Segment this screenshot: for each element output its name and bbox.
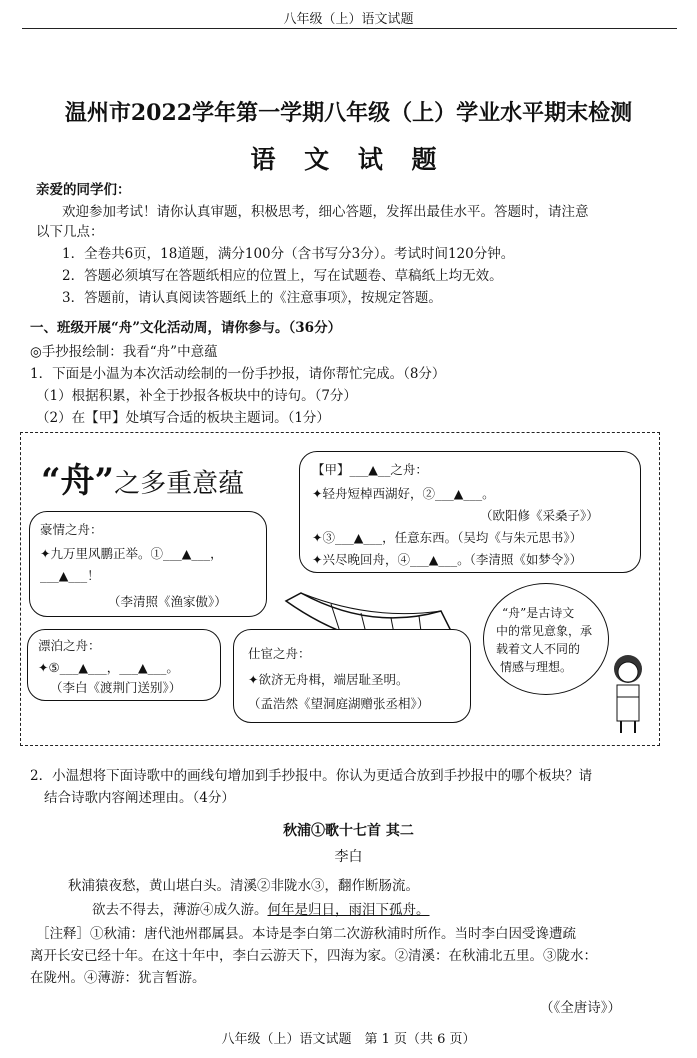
piaobo-source: （李白《渡荆门送别》） <box>50 680 182 695</box>
shihuan-bubble <box>233 629 471 723</box>
page-subtitle: 语 文 试 题 <box>250 145 447 174</box>
poem-underlined-line: 何年是归日，雨泪下孤舟。 <box>267 902 430 918</box>
speech-line: “舟”是古诗文 <box>502 606 575 620</box>
girl-figure-icon <box>603 647 653 737</box>
jia-source: （欧阳修《采桑子》） <box>480 508 599 523</box>
greeting: 亲爱的同学们： <box>36 182 131 198</box>
intro-line: 欢迎参加考试！请你认真审题，积极思考，细心答题，发挥出最佳水平。答题时，请注意 <box>62 204 589 220</box>
shihuan-heading: 仕宦之舟： <box>248 646 311 661</box>
question-2-cont: 结合诗歌内容阐述理由。（4分） <box>44 790 235 806</box>
jia-heading: 【甲】___▲__之舟： <box>312 462 428 477</box>
page-title: 温州市2022学年第一学期八年级（上）学业水平期末检测 <box>64 100 633 126</box>
poem-source: （《全唐诗》） <box>540 1000 621 1016</box>
piaobo-line: ✦⑤___▲___，___▲___。 <box>38 660 179 675</box>
poem-author: 李白 <box>334 849 363 865</box>
poem-title: 秋浦①歌十七首 其二 <box>283 823 414 839</box>
jia-line: ✦兴尽晚回舟，④___▲___。（李清照《如梦令》） <box>312 552 583 567</box>
page-footer: 八年级（上）语文试题 第 1 页（共 6 页） <box>221 1032 476 1047</box>
poem-note: 在陇州。④薄游：犹言暂游。 <box>30 970 206 986</box>
jia-line: ✦③___▲___，任意东西。（吴均《与朱元思书》） <box>312 530 583 545</box>
question-1-part-1: （1）根据积累，补全于抄报各板块中的诗句。（7分） <box>36 388 357 404</box>
poem-note: ［注释］①秋浦：唐代池州郡属县。本诗是李白第二次游秋浦时所作。当时李白因受谗遭疏 <box>36 926 576 942</box>
haoqing-bubble <box>29 511 267 617</box>
question-1-part-2: （2）在【甲】处填写合适的板块主题词。（1分） <box>36 410 330 426</box>
jia-bubble <box>299 451 641 573</box>
instruction-item: 1．全卷共6页，18道题，满分100分（含书写分3分）。考试时间120分钟。 <box>62 246 515 262</box>
speech-line: 载着文人不同的 <box>496 642 581 656</box>
poem-note: 离开长安已经十年。在这十年中，李白云游天下，四海为家。②清溪：在秋浦北五里。③陇水： <box>30 948 597 964</box>
shihuan-line: ✦欲济无舟楫，端居耻圣明。 <box>248 672 409 687</box>
question-1: 1．下面是小温为本次活动绘制的一份手抄报，请你帮忙完成。（8分） <box>30 366 446 382</box>
haoqing-source: （李清照《渔家傲》） <box>108 594 227 609</box>
haoqing-line: ✦九万里风鹏正举。①___▲___， <box>40 546 223 561</box>
poster <box>20 432 660 746</box>
piaobo-bubble <box>27 629 221 701</box>
haoqing-line: ___▲___！ <box>40 568 100 583</box>
instruction-item: 3．答题前，请认真阅读答题纸上的《注意事项》，按规定答题。 <box>62 290 442 306</box>
poem-line-part: 欲去不得去，薄游④成久游。 <box>92 902 268 918</box>
section-sub: ◎手抄报绘制：我看“舟”中意蕴 <box>30 344 218 360</box>
piaobo-heading: 漂泊之舟： <box>38 638 101 653</box>
jia-line: ✦轻舟短棹西湖好，②___▲___。 <box>312 486 495 501</box>
speech-bubble <box>483 583 609 695</box>
question-2: 2．小温想将下面诗歌中的画线句增加到手抄报中。你认为更适合放到手抄报中的哪个板块？请 <box>30 768 593 784</box>
instruction-item: 2．答题必须填写在答题纸相应的位置上，写在试题卷、草稿纸上均无效。 <box>62 268 503 284</box>
poster-title: “舟”之多重意蕴 <box>41 461 245 501</box>
haoqing-heading: 豪情之舟： <box>40 522 103 537</box>
intro-line: 以下几点： <box>36 224 104 240</box>
running-header: 八年级（上）语文试题 <box>283 12 414 27</box>
speech-line: 情感与理想。 <box>500 660 573 674</box>
header-divider <box>22 28 677 29</box>
poem-line: 秋浦猿夜愁，黄山堪白头。清溪②非陇水③，翻作断肠流。 <box>68 878 419 894</box>
speech-line: 中的常见意象，承 <box>496 624 593 638</box>
shihuan-source: （孟浩然《望洞庭湖赠张丞相》） <box>248 696 430 711</box>
poem-line <box>92 898 430 918</box>
section-heading: 一、班级开展“舟”文化活动周，请你参与。（36分） <box>30 320 342 336</box>
